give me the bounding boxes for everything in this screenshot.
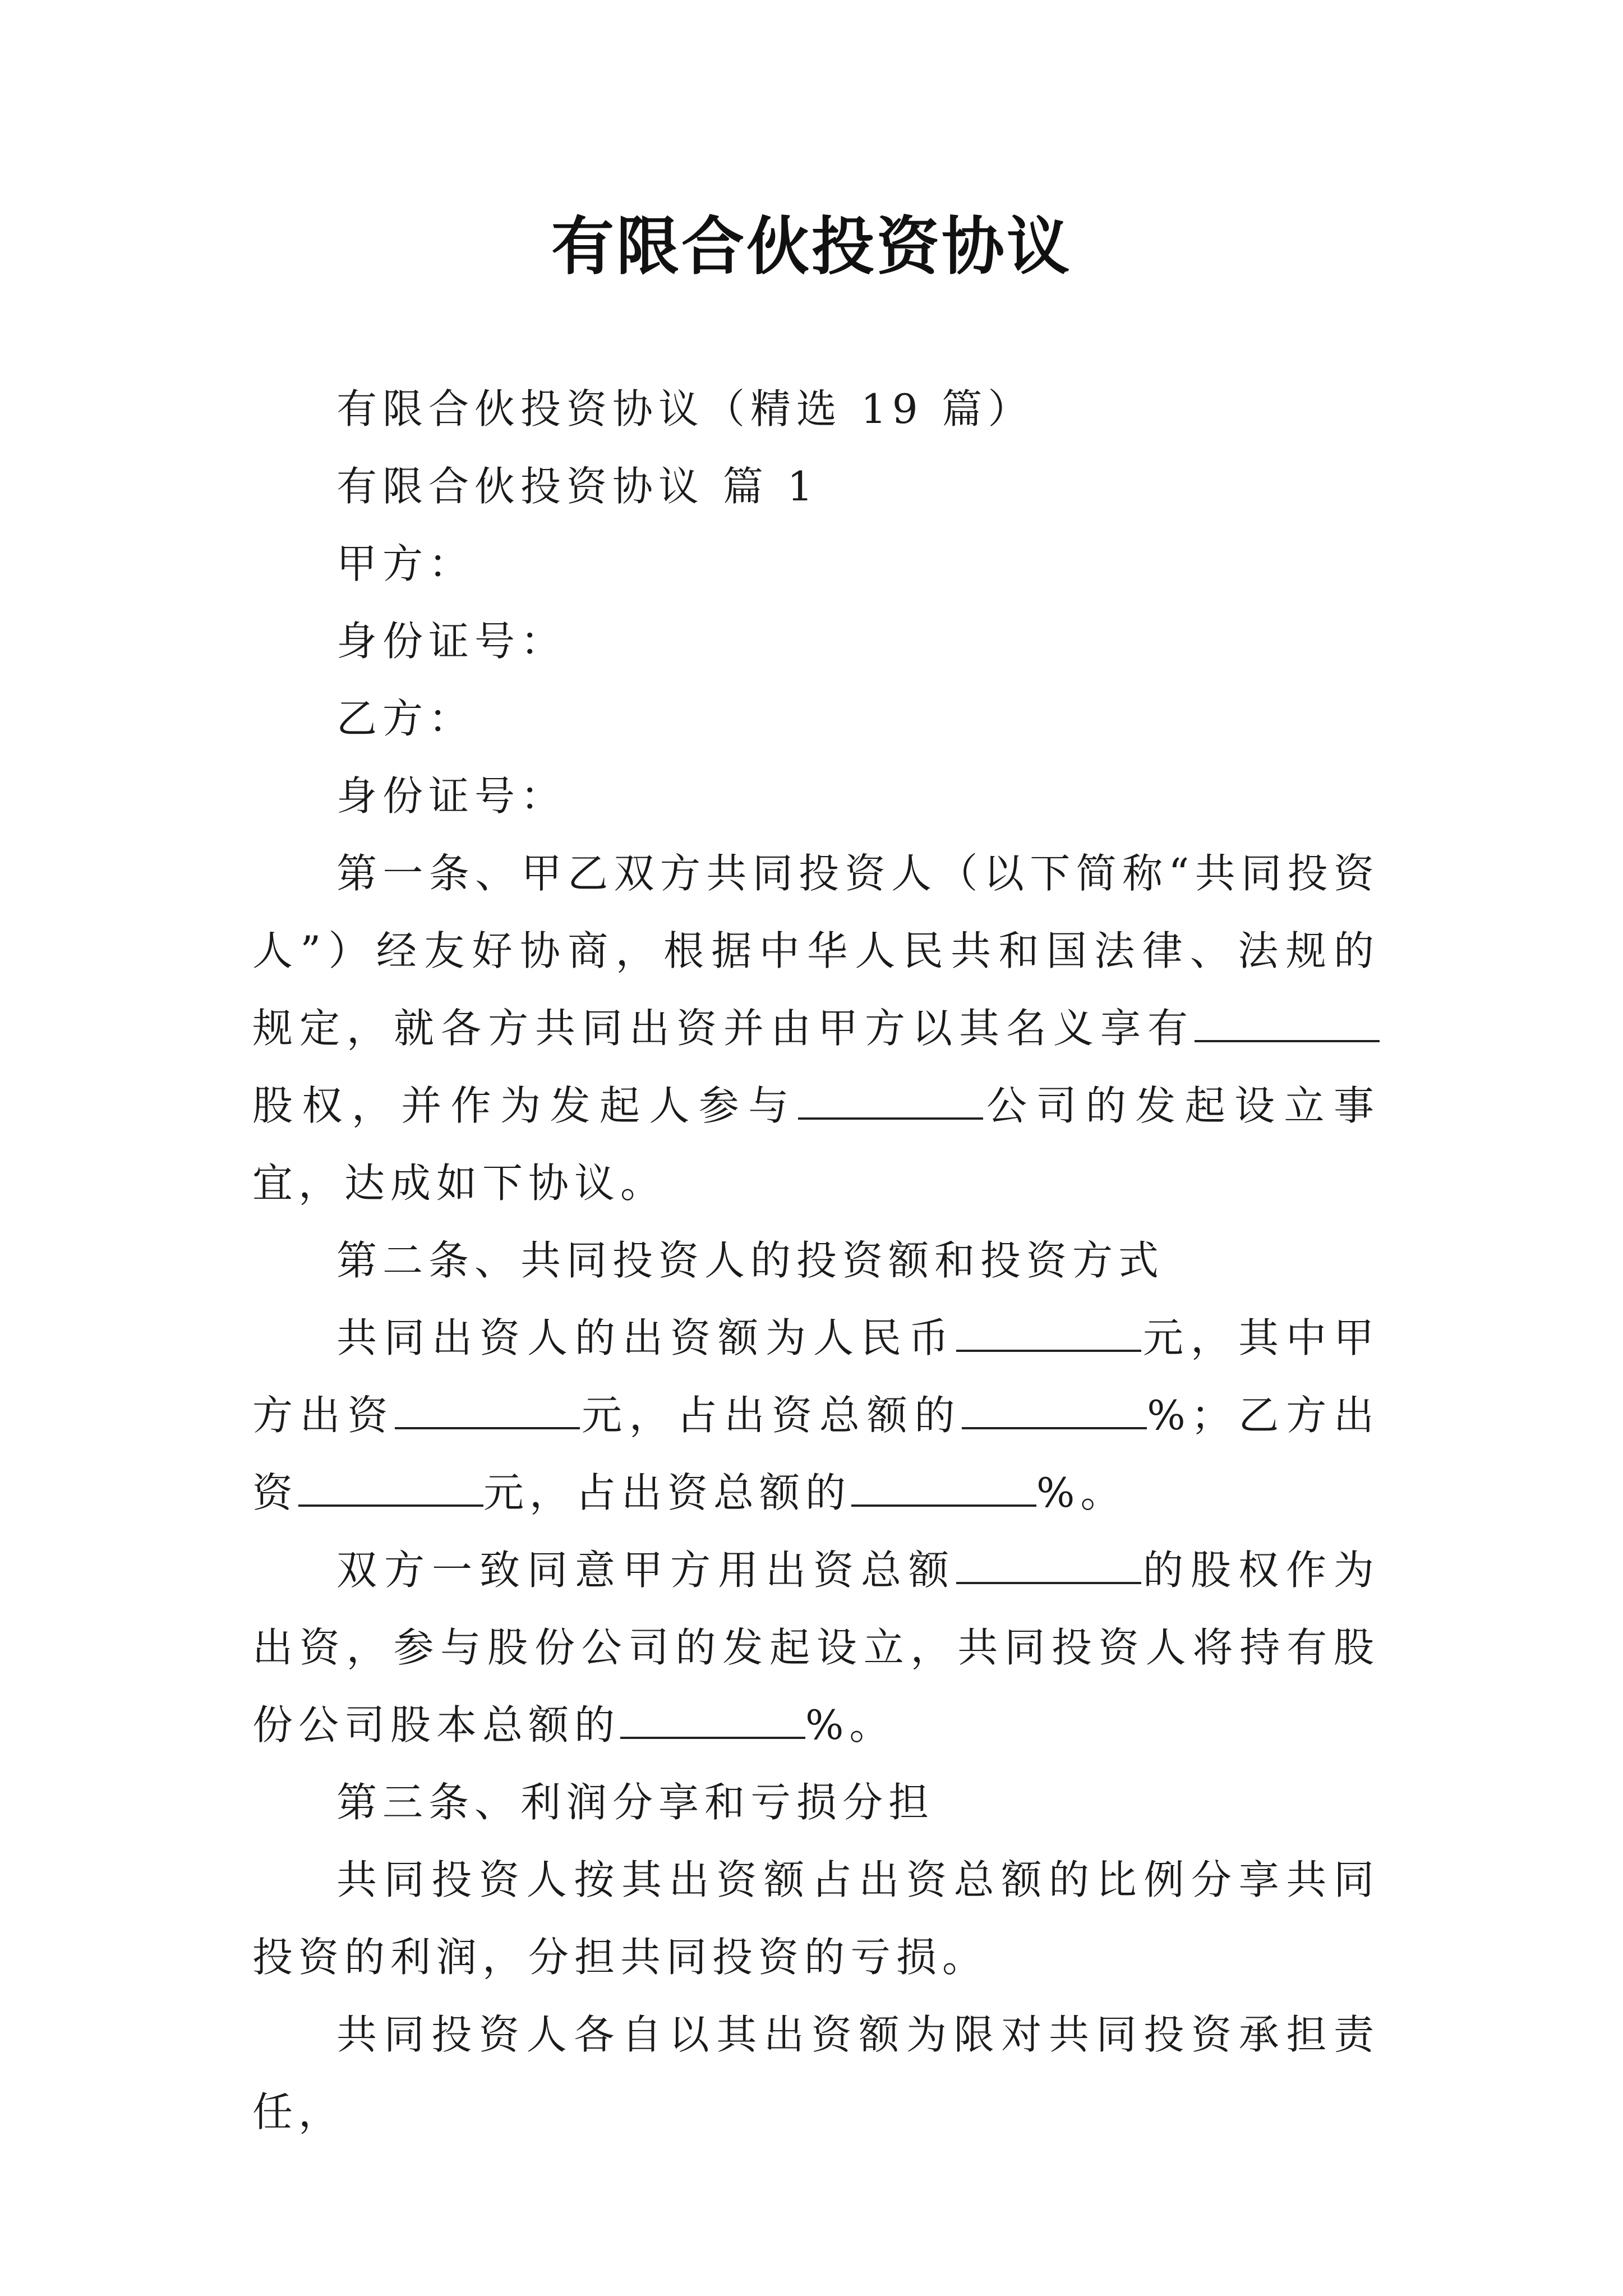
article-2-text-6: %。 <box>1036 1469 1127 1516</box>
article-2b-text-3: %。 <box>805 1701 896 1749</box>
party-b-id-label: 身份证号： <box>336 772 567 820</box>
fill-blank <box>298 1471 483 1507</box>
article-1-text-2: 股权，并作为发起人参与 <box>252 1082 798 1129</box>
fill-blank <box>798 1084 983 1120</box>
article-2b-text-2: 的股权作为出资，参与股份公司的发起设立，共同投资人将持有股份公司股本总额的 <box>252 1547 1380 1749</box>
document-body <box>252 370 1380 2151</box>
party-a-id-label: 身份证号： <box>336 618 567 665</box>
article-3-paragraph-2: 共同投资人各自以其出资额为限对共同投资承担责任， <box>252 2011 1380 2136</box>
article-2-text-5: 元，占出资总额的 <box>483 1469 852 1516</box>
fill-blank <box>956 1316 1141 1352</box>
article-1-paragraph <box>252 835 1380 1222</box>
fill-blank <box>1195 1006 1380 1042</box>
article-2-text-1: 共同出资人的出资额为人民币 <box>336 1314 956 1361</box>
article-2-paragraph-2 <box>252 1531 1380 1764</box>
article-2-text-3: 元，占出资总额的 <box>580 1392 962 1439</box>
article-2-text-2: 元，其中甲方出资 <box>252 1314 1380 1439</box>
article-2-heading: 第二条、共同投资人的投资额和投资方式 <box>336 1237 1165 1284</box>
subtitle: 有限合伙投资协议（精选 19 篇） <box>336 385 1034 432</box>
article-1-text-3: 公司的发起设立事宜，达成如下协议。 <box>252 1082 1380 1207</box>
article-3-heading: 第三条、利润分享和亏损分担 <box>336 1779 935 1826</box>
party-a-label: 甲方： <box>336 540 475 587</box>
article-1-text-1: 第一条、甲乙双方共同投资人（以下简称“共同投资人”）经友好协商，根据中华人民共和国法律、法规的规定，就各方共同出资并由甲方以其名义享有 <box>252 850 1380 1052</box>
article-3-paragraph-1: 共同投资人按其出资额占出资总额的比例分享共同投资的利润，分担共同投资的亏损。 <box>252 1856 1380 1981</box>
party-b-label: 乙方： <box>336 695 475 742</box>
article-2-paragraph-1 <box>252 1299 1380 1531</box>
section-heading: 有限合伙投资协议 篇 1 <box>336 463 819 510</box>
fill-blank <box>620 1703 805 1739</box>
fill-blank <box>851 1471 1036 1507</box>
fill-blank <box>956 1548 1141 1584</box>
fill-blank <box>962 1393 1147 1429</box>
article-2-text-4: %；乙方出资 <box>252 1392 1380 1516</box>
fill-blank <box>395 1393 580 1429</box>
document-title: 有限合伙投资协议 <box>551 210 1072 283</box>
article-2b-text-1: 双方一致同意甲方用出资总额 <box>336 1547 956 1594</box>
